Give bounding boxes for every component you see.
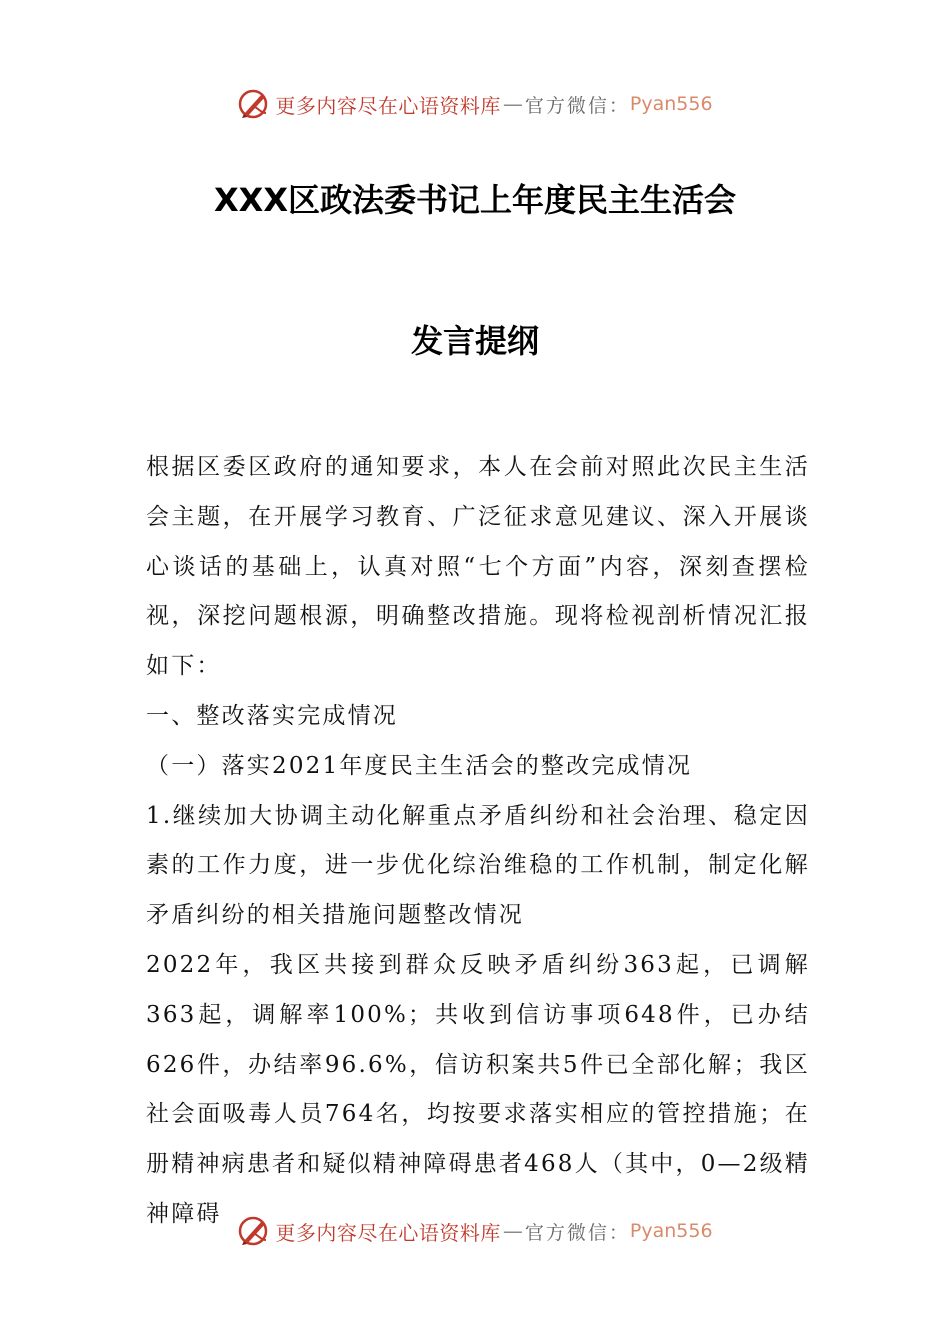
subsection-heading: （一）落实2021年度民主生活会的整改完成情况 [146,752,693,779]
watermark-header [0,84,950,124]
watermark-footer [0,1211,950,1251]
watermark-dash: — [502,1219,523,1243]
document-body [146,443,810,1240]
pen-logo-icon [237,1214,271,1248]
document-title-line-1: XXX区政法委书记上年度民主生活会 [213,181,737,219]
watermark-site-name: 更多内容尽在心语资料库 [275,93,501,118]
watermark-official-label: 官方微信： [524,1221,630,1244]
document-title-line-2: 发言提纲 [410,322,539,360]
item-heading: 1.继续加大协调主动化解重点矛盾纠纷和社会治理、稳定因素的工作力度，进一步优化综治维稳的工作机制，制定化解矛盾纠纷的相关措施问题整改情况 [146,802,810,929]
watermark-dash: — [502,92,523,116]
watermark-account: Pyan556 [629,1220,713,1242]
watermark-site-name: 更多内容尽在心语资料库 [275,1220,501,1245]
intro-paragraph: 根据区委区政府的通知要求，本人在会前对照此次民主生活会主题，在开展学习教育、广泛征求意见建议、深入开展谈心谈话的基础上，认真对照“七个方面”内容，深刻查摆检视，深挖问题根源，明确整改措施。现将检视剖析情况汇报如下： [146,454,810,680]
body-paragraph: 2022年，我区共接到群众反映矛盾纠纷363起，已调解363起，调解率100%；共收到信访事项648件，已办结626件，办结率96.6%，信访积案共5件已全部化解；我区社会面吸毒人员764名，均按要求落实相应的管控措施；在册精神病患者和疑似精神障碍患者468人（其中，0—2级精神障碍 [146,951,810,1227]
watermark-account: Pyan556 [629,93,713,115]
pen-logo-icon [237,87,271,121]
watermark-official-label: 官方微信： [524,94,630,117]
section-heading: 一、整改落实完成情况 [146,702,398,729]
